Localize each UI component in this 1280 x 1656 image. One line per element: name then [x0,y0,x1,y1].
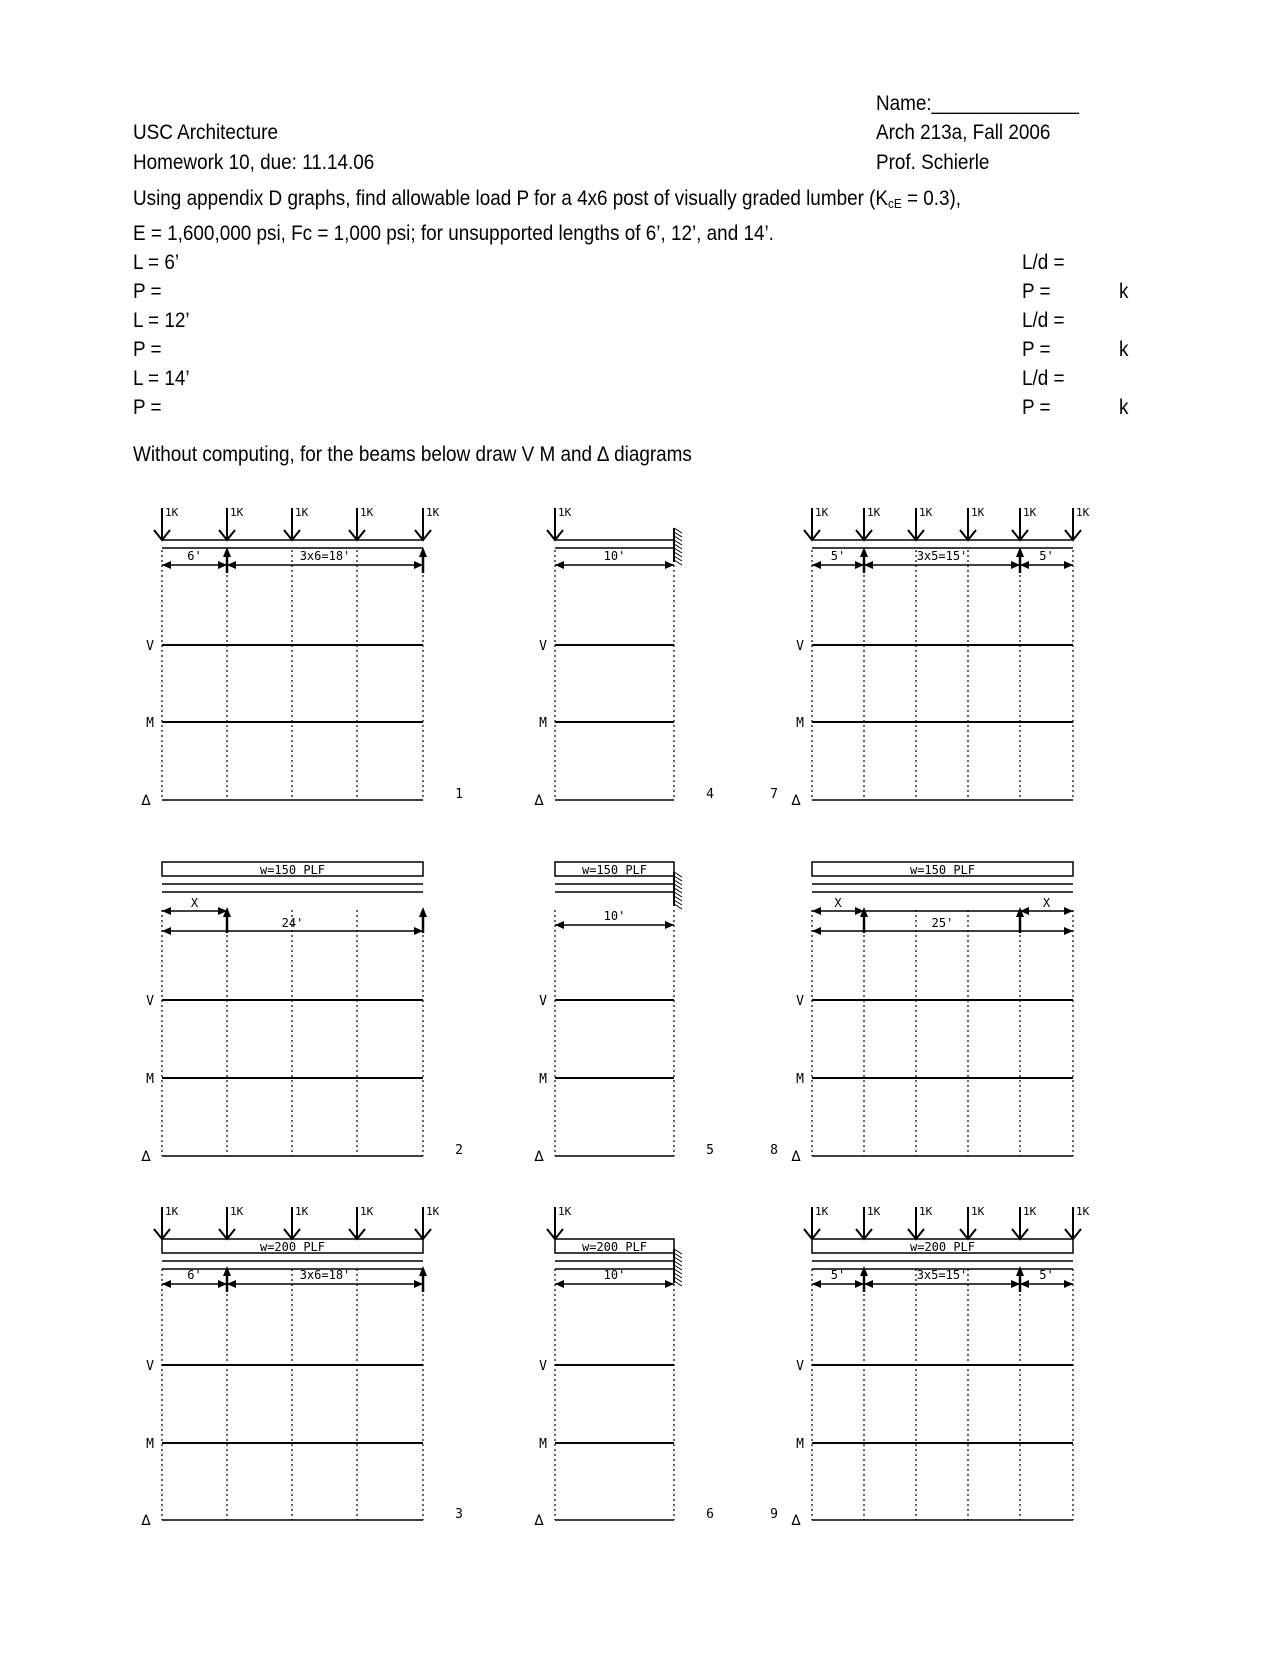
point-load [804,506,829,540]
dimension-arrow [555,921,564,929]
answer-row-left: P = [133,396,162,419]
dimension-label: 3x5=15' [916,549,968,563]
answer-row-right[interactable]: P = [1022,280,1051,303]
deflection-label: ∆ [791,791,801,809]
answer-row-right[interactable]: L/d = [1022,309,1065,332]
point-load-label: 1K [919,1205,933,1218]
dimension-arrow [414,1280,423,1288]
support-reaction-arrowhead [419,907,427,917]
professor-name: Prof. Schierle [876,151,990,174]
point-load [349,1205,374,1239]
dimension-arrow [855,1280,864,1288]
problem-number: 7 [770,787,778,802]
deflection-label: ∆ [141,1147,151,1165]
dimension-arrow [162,927,171,935]
udl-label: w=200 PLF [259,1240,326,1254]
problem-number: 2 [455,1143,463,1158]
point-load-label: 1K [1023,506,1037,519]
point-load [960,506,985,540]
dimension-arrow [665,1280,674,1288]
answer-row-left: P = [133,338,162,361]
point-load [1012,1205,1037,1239]
beam-problem-6 [533,1205,713,1529]
name-field[interactable]: Name:______________ [876,92,1079,115]
udl-label: w=200 PLF [581,1240,648,1254]
shear-label: V [796,994,804,1009]
point-load [1065,1205,1090,1239]
dimension-arrow [227,561,236,569]
shear-label: V [539,994,547,1009]
point-load [804,1205,829,1239]
dimension-arrow [162,1280,171,1288]
point-load-label: 1K [360,506,374,519]
support-reaction-arrowhead [1016,1266,1024,1276]
shear-label: V [539,639,547,654]
school-name: USC Architecture [133,121,278,144]
dimension-arrow [812,1280,821,1288]
point-load-label: 1K [867,1205,881,1218]
point-load-label: 1K [165,506,179,519]
dimension-label: 3x6=18' [299,1268,351,1282]
moment-label: M [146,1072,154,1087]
point-load-label: 1K [230,1205,244,1218]
beam-problem-5 [533,862,713,1165]
problem-text-pre: Using appendix D graphs, find allowable load P for a 4x6 post of visually graded lumber (K [133,187,889,210]
dimension-label: 6' [187,1268,202,1282]
deflection-label: ∆ [141,791,151,809]
point-load [349,506,374,540]
problem-number: 9 [770,1507,778,1522]
point-load-label: 1K [867,506,881,519]
answer-row-right[interactable]: L/d = [1022,251,1065,274]
dimension-arrow [414,561,423,569]
beam-problem-3 [140,1205,462,1529]
shear-label: V [146,994,154,1009]
point-load [415,506,440,540]
dimension-arrow [855,561,864,569]
dimension-label: 5' [1039,549,1054,563]
problem-number: 8 [770,1143,778,1158]
point-load-label: 1K [295,506,309,519]
moment-label: M [796,1437,804,1452]
moment-label: M [539,1437,547,1452]
dimension-arrow [812,907,821,915]
point-load [284,506,309,540]
homework-title: Homework 10, due: 11.14.06 [133,151,375,174]
problem-number: 3 [455,1507,463,1522]
point-load-label: 1K [971,506,985,519]
point-load-label: 1K [815,1205,829,1218]
point-load [908,1205,933,1239]
support-reaction-arrowhead [419,1266,427,1276]
point-load [908,506,933,540]
deflection-label: ∆ [534,1511,544,1529]
answer-row-left: L = 6’ [133,251,180,274]
dimension-arrow [1064,907,1073,915]
udl-label: w=200 PLF [909,1240,976,1254]
problem-text-subscript: cE [888,196,902,211]
dimension-arrow [1020,1280,1029,1288]
beam-problem-2 [140,862,462,1165]
shear-label: V [146,639,154,654]
deflection-label: ∆ [791,1511,801,1529]
dimension-arrow [555,561,564,569]
dimension-label: 5' [1039,1268,1054,1282]
point-load [960,1205,985,1239]
support-reaction-arrowhead [860,1266,868,1276]
beams-instruction: Without computing, for the beams below draw V M and ∆ diagrams [133,443,692,466]
point-load-label: 1K [165,1205,179,1218]
dimension-arrow [555,1280,564,1288]
dimension-arrow [665,921,674,929]
point-load [154,506,179,540]
deflection-label: ∆ [534,1147,544,1165]
point-load [1012,506,1037,540]
point-load [547,506,572,540]
dimension-label: X [834,896,842,910]
beam-problem-1 [140,506,462,809]
point-load-label: 1K [230,506,244,519]
beam-problem-4 [533,506,714,809]
dimension-label: 5' [830,1268,846,1282]
point-load [219,1205,244,1239]
point-load-label: 1K [360,1205,374,1218]
answer-row-right[interactable]: P = [1022,338,1051,361]
dimension-arrow [414,927,423,935]
dimension-arrow [812,927,821,935]
dimension-arrow [218,1280,227,1288]
point-load-label: 1K [558,1205,572,1218]
problem-number: 4 [706,787,714,802]
problem-statement-line-2: E = 1,600,000 psi, Fc = 1,000 psi; for unsupported lengths of 6’, 12’, and 14’. [133,222,774,245]
udl-label: w=150 PLF [581,863,648,877]
dimension-arrow [1011,1280,1020,1288]
moment-label: M [796,716,804,731]
point-load [856,1205,881,1239]
point-load [415,1205,440,1239]
dimension-arrow [1064,561,1073,569]
moment-label: M [539,1072,547,1087]
point-load-label: 1K [919,506,933,519]
dimension-label: 10' [603,909,626,923]
answer-row-unit: k [1119,280,1129,303]
answer-row-unit: k [1119,396,1129,419]
problem-number: 6 [706,1507,714,1522]
answer-row-left: L = 12’ [133,309,190,332]
problem-number: 1 [455,787,463,802]
dimension-arrow [812,561,821,569]
dimension-arrow [1020,561,1029,569]
dimension-arrow [227,1280,236,1288]
beam-problem-8 [770,862,1073,1165]
shear-label: V [146,1359,154,1374]
beam-problem-7 [770,506,1090,809]
moment-label: M [539,716,547,731]
point-load [284,1205,309,1239]
point-load [1065,506,1090,540]
dimension-arrow [162,561,171,569]
answer-row-left: L = 14’ [133,367,190,390]
dimension-label: 10' [603,549,626,563]
dimension-label: 25' [931,916,954,930]
problem-number: 5 [706,1143,714,1158]
deflection-label: ∆ [791,1147,801,1165]
point-load-label: 1K [558,506,572,519]
point-load-label: 1K [1076,1205,1090,1218]
support-reaction-arrowhead [223,1266,231,1276]
dimension-arrow [1011,561,1020,569]
dimension-label: X [190,896,199,910]
moment-label: M [146,1437,154,1452]
point-load-label: 1K [426,506,440,519]
shear-label: V [796,639,804,654]
dimension-label: 6' [187,549,202,563]
udl-label: w=150 PLF [909,863,976,877]
dimension-arrow [864,561,873,569]
dimension-arrow [665,561,674,569]
dimension-label: 10' [603,1268,626,1282]
answer-row-right[interactable]: P = [1022,396,1051,419]
answer-row-unit: k [1119,338,1129,361]
point-load [219,506,244,540]
point-load [856,506,881,540]
moment-label: M [146,716,154,731]
point-load-label: 1K [815,506,829,519]
answer-row-right[interactable]: L/d = [1022,367,1065,390]
shear-label: V [539,1359,547,1374]
dimension-arrow [162,907,171,915]
dimension-label: 3x6=18' [299,549,351,563]
point-load-label: 1K [1076,506,1090,519]
point-load-label: 1K [1023,1205,1037,1218]
beam-problem-9 [770,1205,1090,1529]
point-load-label: 1K [295,1205,309,1218]
deflection-label: ∆ [534,791,544,809]
udl-label: w=150 PLF [259,863,326,877]
point-load-label: 1K [426,1205,440,1218]
dimension-label: X [1042,896,1051,910]
point-load [547,1205,572,1239]
dimension-label: 5' [830,549,846,563]
answer-row-left: P = [133,280,162,303]
point-load [154,1205,179,1239]
problem-text-post: = 0.3), [901,187,962,210]
dimension-arrow [864,1280,873,1288]
dimension-arrow [1064,927,1073,935]
dimension-label: 3x5=15' [916,1268,968,1282]
point-load-label: 1K [971,1205,985,1218]
moment-label: M [796,1072,804,1087]
dimension-label: 24' [281,916,304,930]
deflection-label: ∆ [141,1511,151,1529]
dimension-arrow [218,561,227,569]
dimension-arrow [1064,1280,1073,1288]
course-name: Arch 213a, Fall 2006 [876,121,1051,144]
shear-label: V [796,1359,804,1374]
